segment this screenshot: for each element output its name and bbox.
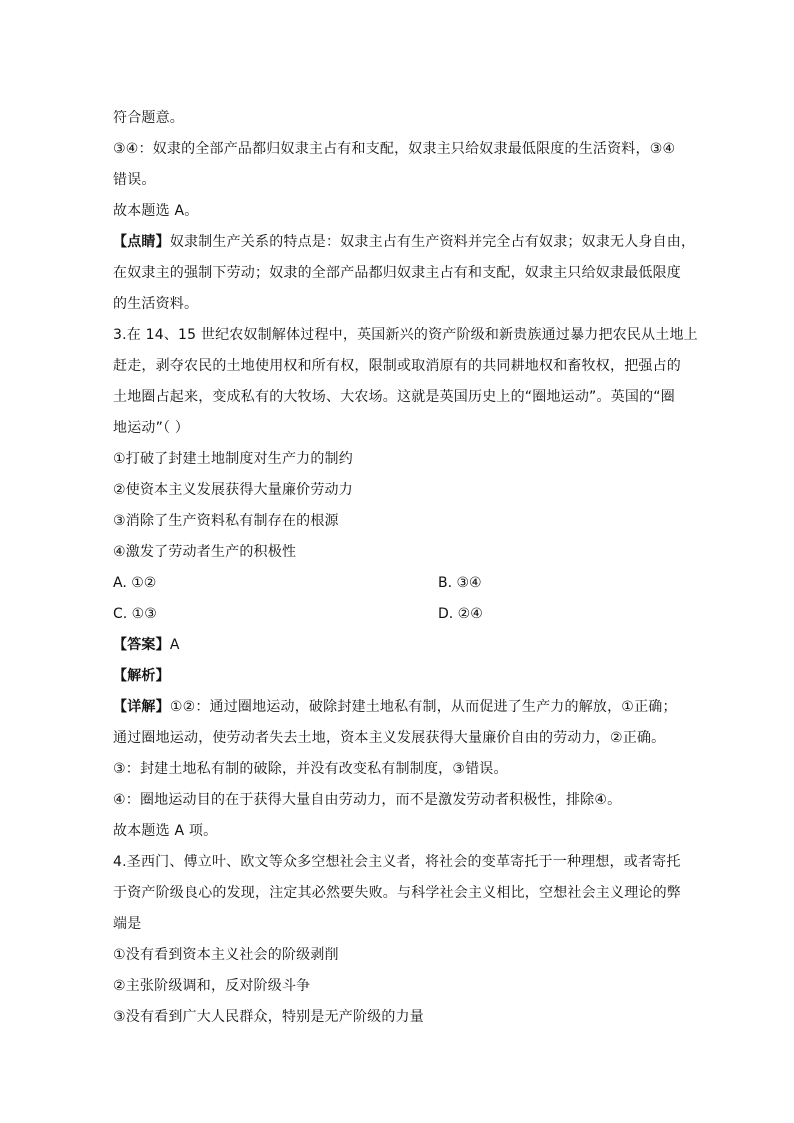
detail-line: ③：封建土地私有制的破除，并没有改变私有制制度，③错误。: [113, 761, 508, 777]
question-4-stem: 于资产阶级良心的发现，注定其必然要失败。与科学社会主义相比，空想社会主义理论的弊: [113, 885, 681, 901]
question-3-stem: 3.在 14、15 世纪农奴制解体过程中，英国新兴的资产阶级和新贵族通过暴力把农民从土地上: [113, 327, 698, 343]
point-line: 的生活资料。: [113, 296, 199, 312]
point-text: 奴隶制生产关系的特点是：奴隶主占有生产资料并完全占有奴隶；奴隶无人身自由，: [169, 234, 696, 250]
option-d: D. ②④: [438, 606, 483, 622]
question-3-stem: 土地圈占起来，变成私有的大牧场、大农场。这就是英国历史上的“圈地运动”。英国的“圈: [113, 389, 675, 405]
options-row-1: [113, 568, 683, 599]
options-row-2: [113, 599, 683, 630]
question-4-stem: 4.圣西门、傅立叶、欧文等众多空想社会主义者，将社会的变革寄托于一种理想，或者寄托: [113, 854, 681, 870]
detail-line: 故本题选 A 项。: [113, 823, 218, 839]
option-c: C. ①③: [113, 606, 157, 622]
text-line: ③④：奴隶的全部产品都归奴隶主占有和支配，奴隶主只给奴隶最低限度的生活资料，③④: [113, 141, 676, 157]
detail-line: ④：圈地运动目的在于获得大量自由劳动力，而不是激发劳动者积极性，排除④。: [113, 792, 622, 808]
q4-statement-3: ③没有看到广大人民群众，特别是无产阶级的力量: [113, 1009, 424, 1025]
text-line: 错误。: [113, 172, 156, 188]
text-line: 故本题选 A。: [113, 203, 199, 219]
document-content: [113, 103, 698, 1033]
point-line: 在奴隶主的强制下劳动；奴隶的全部产品都归奴隶主占有和支配，奴隶主只给奴隶最低限度: [113, 265, 681, 281]
text-line: 符合题意。: [113, 110, 184, 126]
answer-tag: 【答案】: [113, 637, 170, 653]
question-3-stem: 赶走，剥夺农民的土地使用权和所有权，限制或取消原有的共同耕地权和畜牧权，把强占的: [113, 358, 681, 374]
answer-value: A: [169, 637, 180, 653]
statement-1: ①打破了封建土地制度对生产力的制约: [113, 451, 353, 467]
detail-line: [113, 692, 683, 723]
q4-statement-2: ②主张阶级调和，反对阶级斗争: [113, 978, 311, 994]
option-a: A. ①②: [113, 575, 157, 591]
option-b: B. ③④: [438, 575, 482, 591]
detail-line: 通过圈地运动，使劳动者失去土地，资本主义发展获得大量廉价自由的劳动力，②正确。: [113, 730, 666, 746]
question-3-stem: 地运动”（ ）: [113, 420, 190, 436]
statement-3: ③消除了生产资料私有制存在的根源: [113, 513, 339, 529]
point-line: [113, 227, 696, 258]
statement-2: ②使资本主义发展获得大量廉价劳动力: [113, 482, 353, 498]
q4-statement-1: ①没有看到资本主义社会的阶级剥削: [113, 947, 339, 963]
analysis-tag: 【解析】: [113, 668, 170, 684]
answer-line: [113, 630, 683, 661]
detail-tag: 【详解】: [113, 699, 170, 715]
question-4-stem: 端是: [113, 916, 142, 932]
statement-4: ④激发了劳动者生产的积极性: [113, 544, 297, 560]
point-tag: 【点睛】: [113, 234, 170, 250]
detail-text: ①②：通过圈地运动，破除封建土地私有制，从而促进了生产力的解放，①正确；: [169, 699, 677, 715]
